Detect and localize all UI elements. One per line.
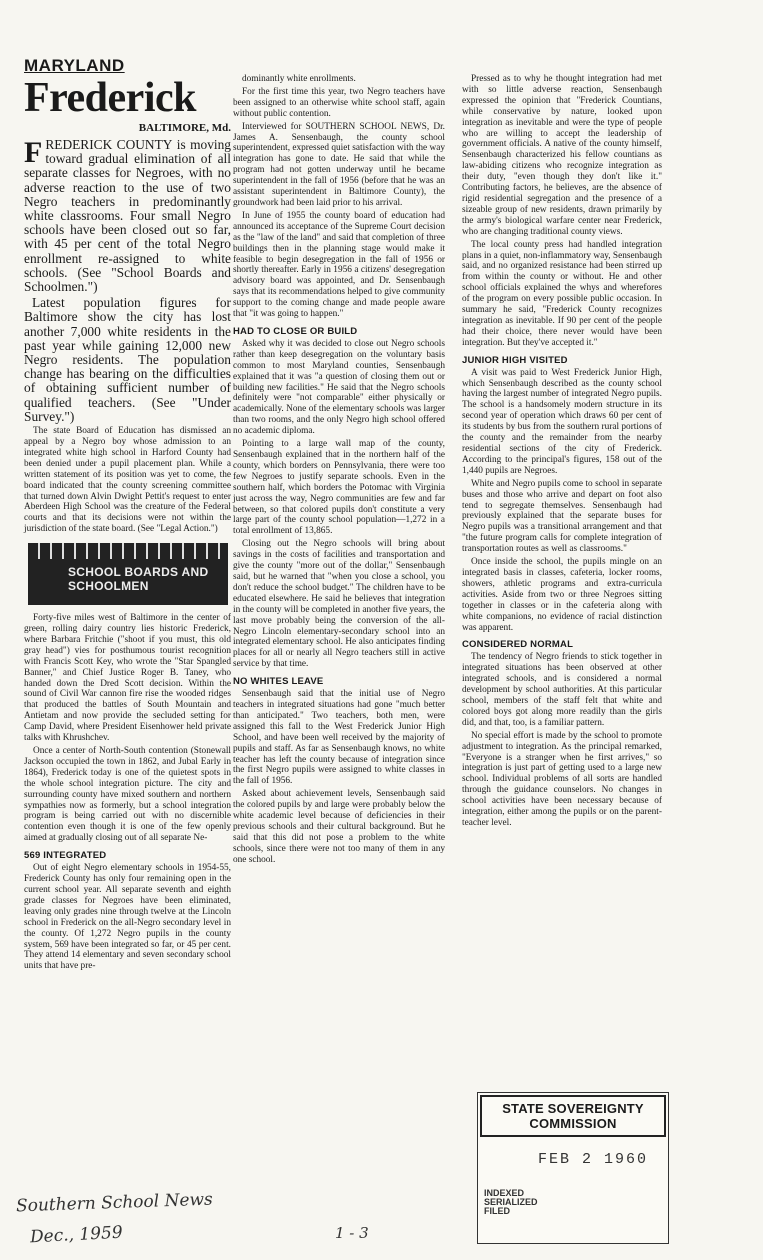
paragraph: Asked about achievement levels, Sensenbaugh said the colored pupils by and large were probably below the white academic level because of deficiencies in their previous schools and their cultural background. But he said that this did not pose a problem to the white schools, since there were not too many of them in any one school. (233, 789, 445, 865)
dropcap: F (24, 136, 43, 169)
column-2-body-c (233, 689, 445, 866)
school-boards-logo (28, 543, 228, 605)
lead-paragraph-2: Latest population figures for Baltimore show the city has lost another 7,000 white residents in the past year while gaining 12,000 new Negro residents. The population change has bearing on the difficulties of obtaining sufficient number of qualified teachers. (See "Under Survey.") (24, 295, 231, 424)
dateline: BALTIMORE, Md. (138, 122, 231, 134)
paragraph: Closing out the Negro schools will bring about savings in the costs of facilities and transportation and give the county "more out of the dollar," Sensenbaugh said, but he warned that "when you close a school, you don't reduce the school budget." The children have to be educated elsewhere. He said he believes that integration in the county will be completed in another five years, the last move probably being the conversion of the all-Negro Lincoln elementary-secondary school into an integrated elementary school. He also anticipates finding places for all or nearly all Negro teachers still in active service by that time. (233, 539, 445, 670)
lead-section (24, 138, 231, 424)
heading-had-to-close: HAD TO CLOSE OR BUILD (233, 325, 358, 337)
paragraph: A visit was paid to West Frederick Junior High, which Sensenbaugh described as the county school having the largest number of integrated Negro pupils. The school is a handsomely modern structure in its second year of operation which draws 60 per cent of its students by bus from the southern rural portions of the county and the remainder from the nearby residential sections of the city of Frederick. According to the principal's figures, 158 out of the 1,440 pupils are Negroes. (462, 367, 662, 476)
column-2-body-a (233, 74, 445, 320)
paragraph: White and Negro pupils come to school in separate buses and those who arrive and depart on foot also tend to segregate themselves. Sensenbaugh had previously explained that the separate buses for Negro pupils was a transitional arrangement and that "the future program calls for complete integration of transportation routes as well as classrooms." (462, 478, 662, 555)
logo-stripes (28, 543, 228, 559)
column-1 (24, 56, 231, 974)
paragraph: For the first time this year, two Negro teachers have been assigned to an otherwise white school staff, again without public contention. (233, 86, 445, 119)
lead-smallcaps: REDERICK COUNTY (45, 137, 173, 152)
column-3-body-b (462, 368, 662, 634)
column-3-body-c (462, 652, 662, 829)
column-1-body-b (24, 613, 231, 844)
logo-text: SCHOOL BOARDS AND SCHOOLMEN (68, 565, 209, 594)
paragraph: Forty-five miles west of Baltimore in the center of green, rolling dairy country lies historic Frederick, where Barbara Fritchie ("shoot if you must, this old gray head") vies for posthumous tourist recognition with Francis Scott Key, who wrote the "Star Spangled Banner," and Chief Justice Roger B. Taney, who handed down the Dred Scott decision. Within the sound of Civil War cannon fire rise the wooded ridges that produced the battles of South Mountain and Antietam and now provide the secluded setting for Camp David, where President Eisenhower held private talks with Khrushchev. (24, 613, 231, 744)
paragraph: Interviewed for SOUTHERN SCHOOL NEWS, Dr. James A. Sensenbaugh, the county school superintendent, expressed quiet satisfaction with the way integration has gone to date. He said that while the program had not gotten underway until he became superintendent in the fall of 1956 (before that he was an assistant superintendent in Baltimore County), the groundwork had been laid prior to his arrival. (233, 121, 445, 208)
heading-junior-high: JUNIOR HIGH VISITED (462, 354, 568, 366)
paragraph: dominantly white enrollments. (242, 74, 356, 84)
handwritten-date: Dec., 1959 (29, 1222, 124, 1248)
column-2-body-b (233, 339, 445, 670)
paragraph: Asked why it was decided to close out Negro schools rather than keep desegregation on the voluntary basis common to most Maryland counties, Sensenbaugh explained that it was "a question of closing them out or building new facilities." He said that the Negro schools definitely were "not comparable" either physically or academically. None of the elementary schools was larger than two rooms, and the only Negro high school offered no academic diploma. (233, 338, 445, 437)
heading-considered-normal: CONSIDERED NORMAL (462, 639, 574, 651)
paragraph: Pressed as to why he thought integration had met with so little adverse reaction, Sensenbaugh expressed the opinion that "Frederick Countians, while conservative by nature, looked upon integration as inevitable and were the type of people who are willing to accept the leadership of government officials. A native of the county himself, Sensenbaugh characterized his fellow countians as law-abiding citizens who recognize integration as their duty, "even though they don't like it." Contributing factors, he believes, are the absence of rigid residential segregation and the presence of a sizeable group of new residents, drawn primarily by the army's biological warfare center near Frederick, who are changing traditional county views. (462, 74, 662, 237)
column-3 (462, 74, 662, 831)
stamp-date: FEB 2 1960 (538, 1151, 649, 1168)
handwritten-source: Southern School News (15, 1189, 214, 1217)
city-headline: Frederick (24, 75, 196, 121)
paragraph: No special effort is made by the school to promote adjustment to integration. As the principal remarked, "Everyone is a stranger when he first arrives," so integration is just part of getting used to a large new school. Individual problems of all sorts are handled through the guidance counselors. No changes in school activities have been necessary because of integration, either among the pupils or on the parent-teacher level. (462, 730, 662, 828)
stamp-title: STATE SOVEREIGNTY COMMISSION (480, 1095, 666, 1137)
stamp-indexed: INDEXED (484, 1188, 525, 1198)
stamp-filed: FILED (484, 1206, 510, 1216)
lead-paragraph (24, 138, 231, 294)
commission-stamp (477, 1092, 669, 1244)
paragraph: Sensenbaugh said that the initial use of Negro teachers in integrated situations had gone "much better than anticipated." Two teachers, both men, were assigned this fall to the West Frederick Junior High School, and have been well received by the majority of pupils and staff. As far as Sensenbaugh knows, no white teacher has left the county because of integration since the first Negro pupils were assigned to white classes in the fall of 1956. (233, 689, 445, 787)
column-3-body-a (462, 74, 662, 349)
paragraph: The tendency of Negro friends to stick together in integrated situations has been observed at other integrated schools, and is considered a normal development by school authorities. At this particular school, members of the staff felt that white and colored boys got along more readily than the girls did, and that, too, is a familiar pattern. (462, 652, 662, 728)
heading-no-whites-leave: NO WHITES LEAVE (233, 676, 324, 688)
column-2 (233, 74, 445, 868)
stamp-lines (484, 1189, 538, 1216)
paragraph: The state Board of Education has dismissed an appeal by a Negro boy whose admission to an integrated white high school in Harford County had been denied under a pupil placement plan. While a written statement of its position was yet to come, the board indicated that the county screening committee that turned down Alvin Dwight Pettit's request to enter Aberdeen High School was the creature of the Federal courts and that its decisions were not within the jurisdiction of the state board. (See "Legal Action.") (24, 426, 231, 535)
stamp-serialized: SERIALIZED (484, 1197, 538, 1207)
heading-569-integrated: 569 INTEGRATED (24, 850, 107, 862)
paragraph: In June of 1955 the county board of education had announced its acceptance of the Supreme Court decision as the "law of the land" and said that completion of three buildings then in the planning stage would make it feasible to begin desegregation in the fall of 1956 or shortly thereafter. Early in 1956 a citizens' desegregation advisory board was appointed, and Dr. Sensenbaugh says that its recommendations helped to give community support to the coming change and made people aware that "it was going to happen." (233, 210, 445, 320)
handwritten-number: 1 - 3 (335, 1224, 369, 1242)
state-heading: MARYLAND (24, 56, 125, 75)
column-1-body-c (24, 863, 231, 972)
paragraph: Pointing to a large wall map of the county, Sensenbaugh explained that in the northern half of the county, which borders on Pennsylvania, there were too few Negroes to justify separate schools. Even in the southern half, which borders the Potomac with Virginia just across the way, Negro communities are few and far between, so that colored pupils don't constitute a very large part of the county school population—1,272 in a total enrollment of 13,865. (233, 439, 445, 537)
paragraph: The local county press had handled integration plans in a quiet, non-inflammatory way, Sensenbaugh said, and no organized resistance had been stirred up from within the county or without. He and other school officials explained the whys and wherefores of the program on every possible public occasion. In summary he said, "Frederick County recognizes integration as inevitable. If 90 per cent of the people had their choice, there never would have been integration. But they've accepted it." (462, 239, 662, 348)
column-1-body-a (24, 426, 231, 535)
lead-text: is moving toward gradual elimination of all separate classes for Negroes, with no adverse reaction to the use of two Negro teachers in predominantly white classrooms. Four small Negro schools have been closed out so far, with 45 per cent of the total Negro enrollment re-assigned to white schools. (See "School Boards and Schoolmen.") (24, 137, 232, 295)
paragraph: Out of eight Negro elementary schools in 1954-55, Frederick County has only four remaining open in the current school year. All separate seventh and eighth grade classes for Negroes have been eliminated, leaving only grades nine through twelve at the Lincoln school in Frederick on the all-Negro secondary level in the county. Of 1,272 Negro pupils in the county system, 569 have been integrated so far, or 45 per cent. They attend 14 elementary and seven secondary school units that have pre- (24, 863, 231, 972)
paragraph: Once a center of North-South contention (Stonewall Jackson occupied the town in 1862, and Jubal Early in 1864), Frederick today is one of the quietest spots in the whole school integration picture. The city and surrounding county have mixed southern and northern sympathies now as formerly, but a school integration program is being carried out with no discernible contention even though it is one of the few openly aimed at gradually closing out of all separate Ne- (24, 746, 231, 844)
paragraph: Once inside the school, the pupils mingle on an integrated basis in classes, cafeteria, locker rooms, showers, athletic programs and extra-curricula activities. Aside from two or three Negroes sitting together in classes or in the cafeteria along with white companions, no evidence of racial distinction was apparent. (462, 557, 662, 633)
